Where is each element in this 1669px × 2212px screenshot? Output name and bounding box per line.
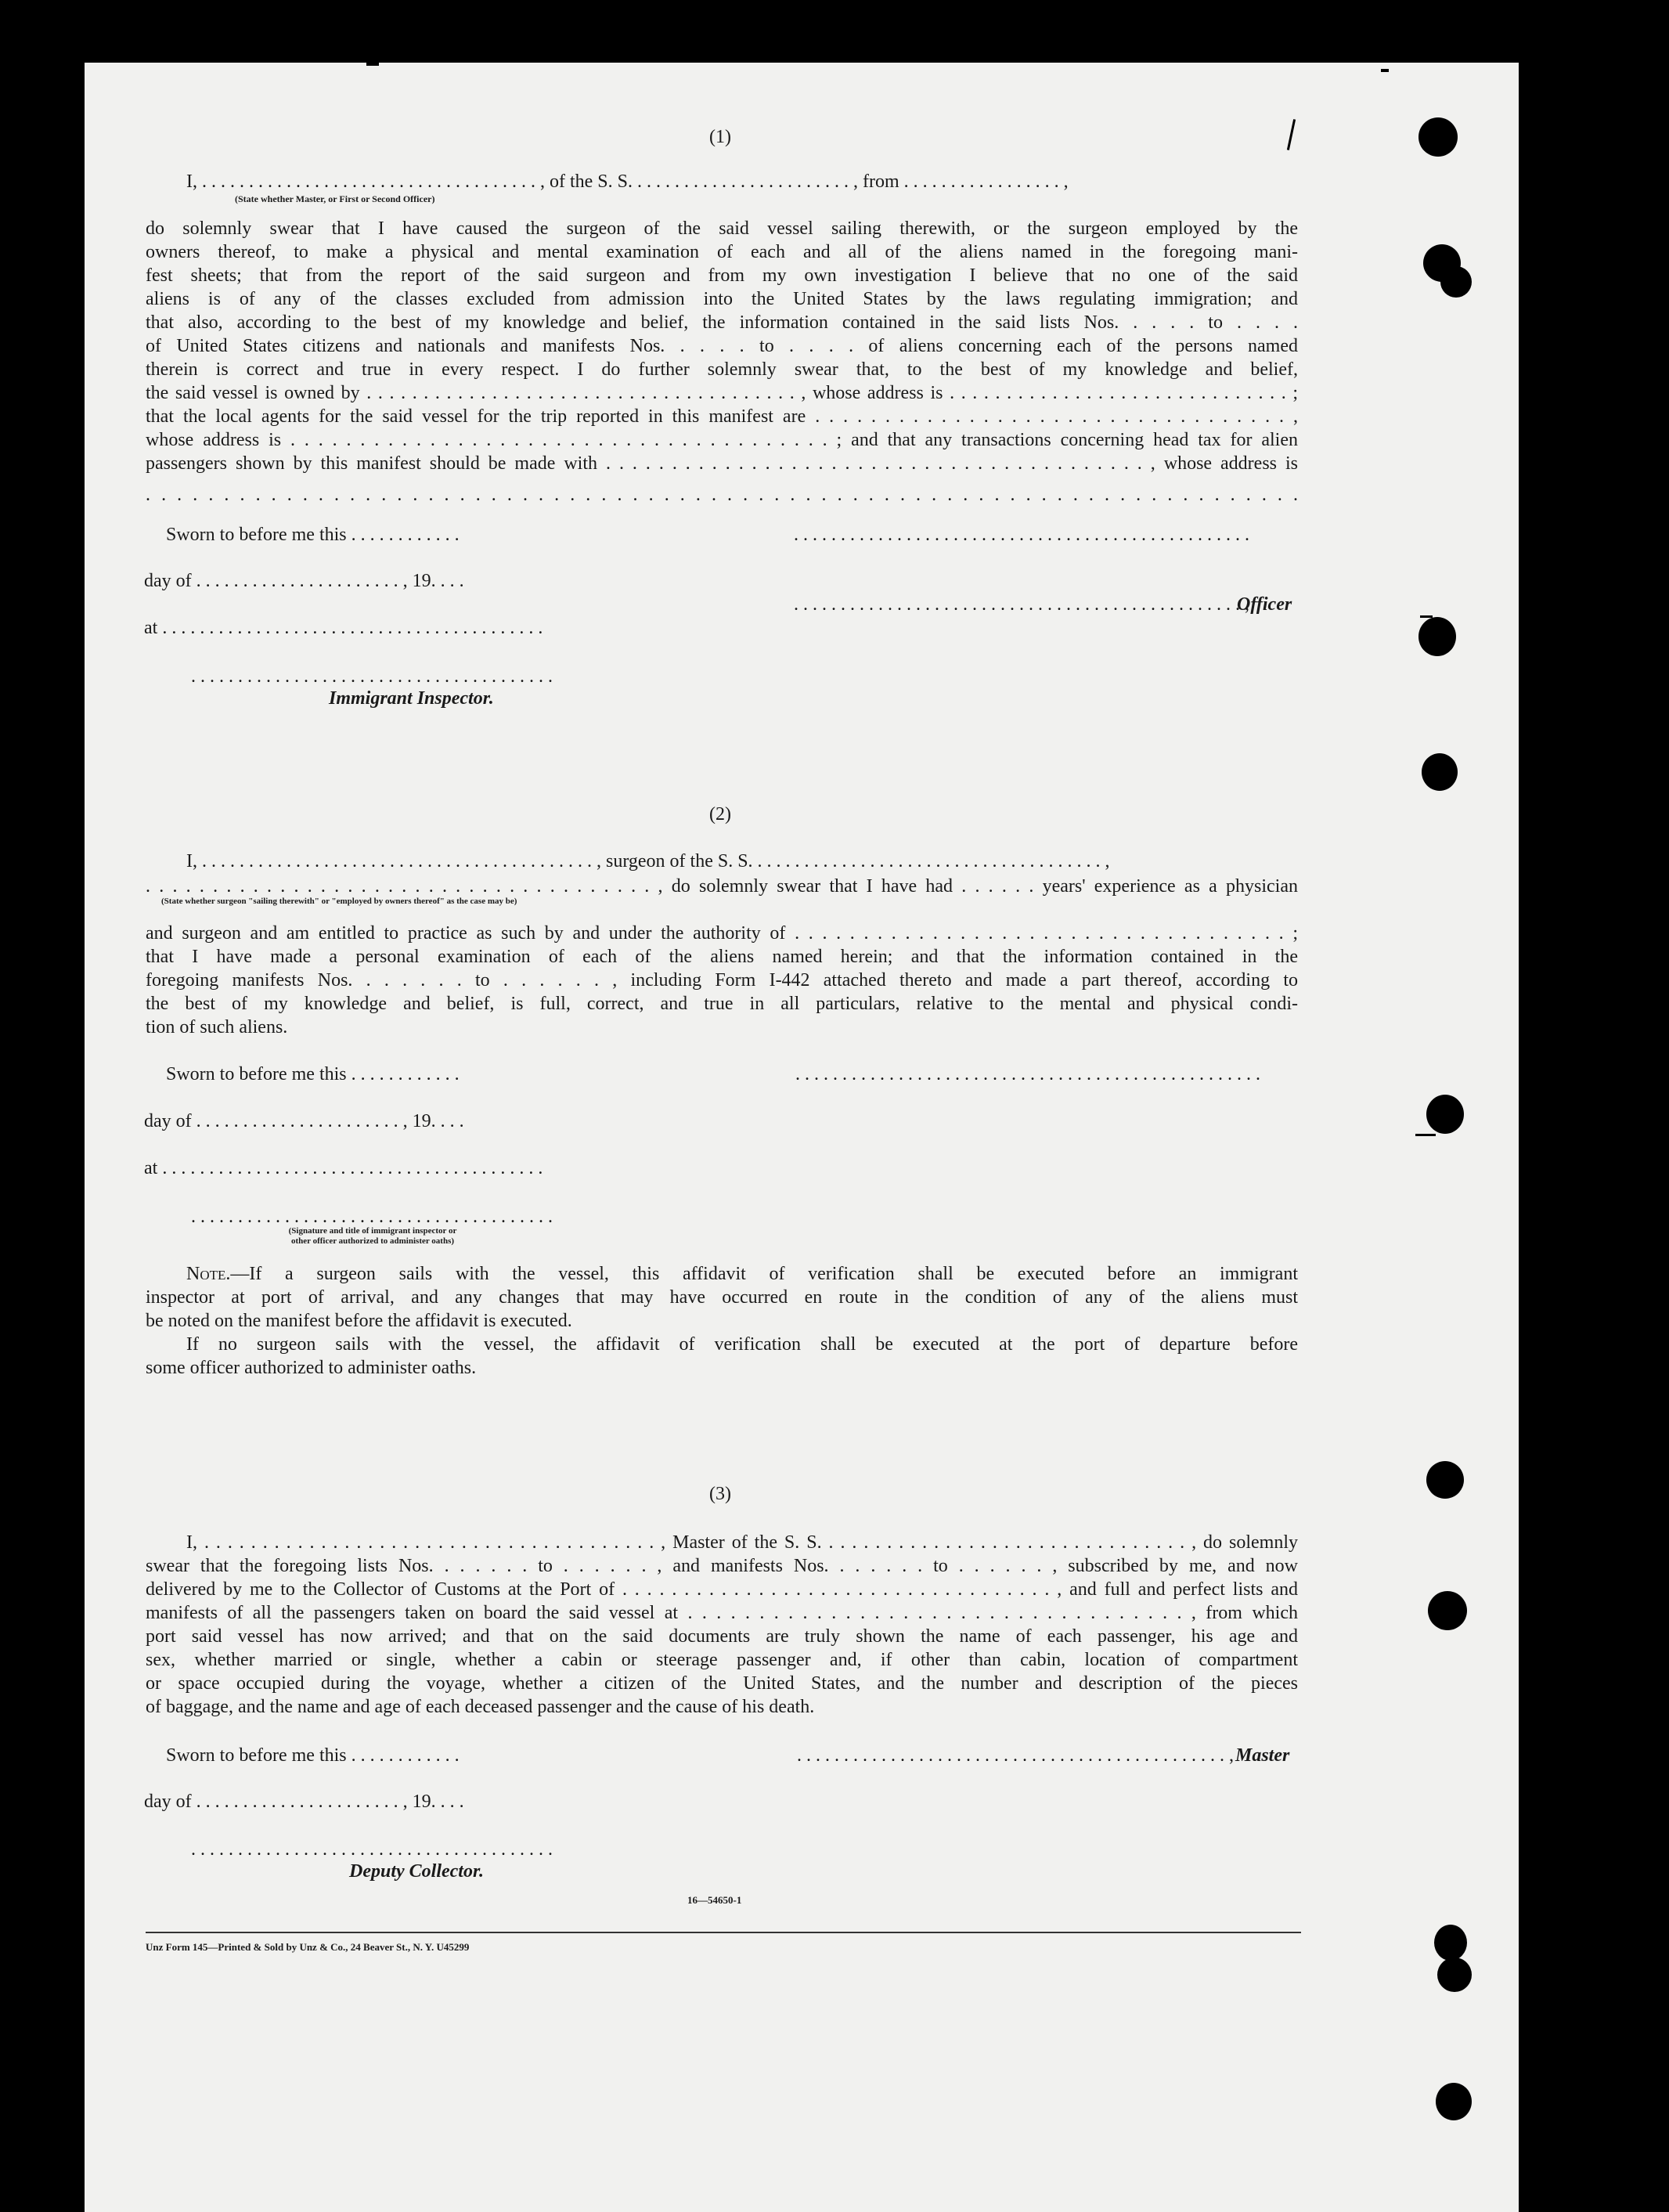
section-1-body-line: that the local agents for the said vessel for the trip reported in this manifest are . . . . . . . . . . . . . . . . . . . . . . . . . . . . . . . . . . , [146,406,1298,427]
section-3-collector-dots: . . . . . . . . . . . . . . . . . . . . . . . . . . . . . . . . . . . . . . . [191,1839,553,1860]
section-1-caption: (State whether Master, or First or Second Officer) [235,193,435,204]
punch-hole [1428,1591,1467,1630]
margin-mark [1420,615,1433,618]
section-1-body-line: that also, according to the best of my knowledge and belief, the information contained in the said lists Nos. . . . . to . . . . [146,312,1298,333]
section-1-body-line: do solemnly swear that I have caused the surgeon of the said vessel sailing therewith, or the surgeon employed by the [146,218,1298,239]
note-line: be noted on the manifest before the affidavit is executed. [146,1311,572,1331]
section-2-sworn: Sworn to before me this . . . . . . . . . . . . [166,1064,460,1084]
section-1-officer-label: Officer [1237,594,1292,615]
punch-hole [1426,1461,1464,1499]
margin-mark [1381,69,1389,72]
section-2-body-line: tion of such aliens. [146,1017,288,1037]
footer-rule [146,1932,1301,1933]
note-2-line: some officer authorized to administer oaths. [146,1358,477,1378]
punch-hole [1437,1958,1472,1992]
section-2-body-line: and surgeon and am entitled to practice as such by and under the authority of . . . . . . . . . . . . . . . . . . . . . . . . . . . . . . . . . . . . ; [146,923,1298,944]
section-2-body-line: foregoing manifests Nos. . . . . . . to . . . . . . , including Form I-442 attached thereto and made a part thereof, according to [146,970,1298,991]
section-1-body-line: the said vessel is owned by . . . . . . . . . . . . . . . . . . . . . . . . . . . . . . . . . . . . . . , whose address is . . . . . . . . . . . . . . . . . . . . . . . . . . . . . . ; [146,383,1298,403]
note-line: inspector at port of arrival, and any changes that may have occurred en route in the condition of any of the aliens must [146,1287,1298,1308]
form-code: 16—54650-1 [687,1894,742,1906]
section-1-body-line: owners thereof, to make a physical and mental examination of each and all of the aliens named in the foregoing mani- [146,242,1298,262]
section-3-body-line: port said vessel has now arrived; and that on the said documents are truly shown the name of each passenger, his age and [146,1626,1298,1647]
punch-hole [1440,266,1472,298]
section-2-body-line: the best of my knowledge and belief, is full, correct, and true in all particulars, relative to the mental and physical condi- [146,994,1298,1014]
section-1-body-line: therein is correct and true in every respect. I do further solemnly swear that, to the best of my knowledge and belief, [146,359,1298,380]
punch-hole [1434,1925,1467,1961]
section-2-body-line: that I have made a personal examination of each of the aliens named herein; and that the information contained in the [146,947,1298,967]
section-3-body-line: of baggage, and the name and age of each deceased passenger and the cause of his death. [146,1697,815,1717]
section-1-line-1: I, . . . . . . . . . . . . . . . . . . . . . . . . . . . . . . . . . . . . , of the S. S. . . . . . . . . . . . . . . . . . . . . . . . , from . . . . . . . . . . . . . . . . . , [186,171,1069,192]
section-2-surgeon-dots: . . . . . . . . . . . . . . . . . . . . . . . . . . . . . . . . . . . . . . . . . . . . . . . . . . [795,1064,1260,1084]
section-1-body-line: . . . . . . . . . . . . . . . . . . . . . . . . . . . . . . . . . . . . . . . . . . . . . . . . . . . . . . . . . . . . . . . . . . . . . . . . . . [146,485,1298,505]
section-1-body-line: aliens is of any of the classes excluded from admission into the United States by the laws regulating immigration; and [146,289,1298,309]
section-3-master-label: Master [1235,1745,1290,1766]
section-2-line-1: I, . . . . . . . . . . . . . . . . . . . . . . . . . . . . . . . . . . . . . . . . . . , surgeon of the S. S. . . . . . . . . . . . . . . . . . . . . . . . . . . . . . . . . . . . . . , [186,851,1110,871]
section-3-heading: (3) [709,1484,731,1504]
section-3-sworn: Sworn to before me this . . . . . . . . . . . . [166,1745,460,1766]
section-1-heading: (1) [709,127,731,147]
section-1-body-line: fest sheets; that from the report of the said surgeon and from my own investigation I believe that no one of the said [146,265,1298,286]
section-2-signature-caption: (Signature and title of immigrant inspector or [288,1226,457,1236]
section-1-day: day of . . . . . . . . . . . . . . . . . . . . . . , 19. . . . [144,571,464,591]
section-2-at: at . . . . . . . . . . . . . . . . . . . . . . . . . . . . . . . . . . . . . . . . . [144,1158,543,1178]
note-label: Note. [186,1264,231,1284]
section-2-heading: (2) [709,804,731,825]
margin-mark [366,63,379,66]
section-3-body-line: sex, whether married or single, whether a cabin or steerage passenger and, if other than cabin, location of compartment [146,1650,1298,1670]
section-1-body-line: passengers shown by this manifest should be made with . . . . . . . . . . . . . . . . . . . . . . . . . . . . . . . . . . . . . . . . . , whose address is [146,453,1298,474]
punch-hole [1418,617,1456,656]
note-line-1 [186,1262,1298,1286]
punch-hole [1436,2083,1472,2120]
punch-hole [1426,1095,1464,1134]
section-2-signature-caption: other officer authorized to administer oaths) [290,1236,455,1246]
section-1-inspector-title: Immigrant Inspector. [329,688,494,709]
note-2-line: If no surgeon sails with the vessel, the affidavit of verification shall be executed at the port of departure before [186,1334,1298,1355]
section-2-inspector-dots: . . . . . . . . . . . . . . . . . . . . . . . . . . . . . . . . . . . . . . . [191,1207,553,1227]
section-3-body-line: manifests of all the passengers taken on board the said vessel at . . . . . . . . . . . . . . . . . . . . . . . . . . . . . . . . . . . , from which [146,1603,1298,1623]
section-1-officer-dots: . . . . . . . . . . . . . . . . . . . . . . . . . . . . . . . . . . . . . . . . . . . . . . . . . [794,525,1249,545]
section-3-body-line: or space occupied during the voyage, whether a citizen of the United States, and the number and description of the pieces [146,1673,1298,1694]
section-3-master-dots: . . . . . . . . . . . . . . . . . . . . . . . . . . . . . . . . . . . . . . . . . . . . . . , [797,1745,1234,1766]
section-1-officer-signature-line: . . . . . . . . . . . . . . . . . . . . . . . . . . . . . . . . . . . . . . . . . . . . . . . . , [794,594,1249,615]
section-1-body-line: whose address is . . . . . . . . . . . . . . . . . . . . . . . . . . . . . . . . . . . . . . . ; and that any transactions concerning head tax for alien [146,430,1298,450]
section-3-body-line: I, . . . . . . . . . . . . . . . . . . . . . . . . . . . . . . . . . . . . . . . , Master of the S. S. . . . . . . . . . . . . . . . . . . . . . . . . . . . . . . . , do solemnly [186,1532,1298,1553]
section-1-body-line: of United States citizens and nationals and manifests Nos. . . . . to . . . . of aliens concerning each of the persons named [146,336,1298,356]
section-3-collector-title: Deputy Collector. [349,1861,484,1882]
punch-hole [1418,117,1458,157]
section-1-sworn: Sworn to before me this . . . . . . . . . . . . [166,525,460,545]
section-2-day: day of . . . . . . . . . . . . . . . . . . . . . . , 19. . . . [144,1111,464,1131]
section-1-inspector-dots: . . . . . . . . . . . . . . . . . . . . . . . . . . . . . . . . . . . . . . . [191,666,553,687]
section-2-line-2: . . . . . . . . . . . . . . . . . . . . . . . . . . . . . . . . . . . . . . , do solemnly swear that I have had . . . . . . years' experience as a physician [146,876,1298,897]
printer-line: Unz Form 145—Printed & Sold by Unz & Co., 24 Beaver St., N. Y. U45299 [146,1941,470,1953]
margin-mark [1415,1134,1436,1136]
section-2-caption: (State whether surgeon "sailing therewith" or "employed by owners thereof" as the case may be) [161,897,517,906]
note-text: —If a surgeon sails with the vessel, this affidavit of verification shall be executed before an immigrant [230,1264,1298,1284]
section-1-at: at . . . . . . . . . . . . . . . . . . . . . . . . . . . . . . . . . . . . . . . . . [144,618,543,638]
section-3-body-line: delivered by me to the Collector of Customs at the Port of . . . . . . . . . . . . . . . . . . . . . . . . . . . . . . . . . . . , and full and perfect lists and [146,1579,1298,1600]
section-3-day: day of . . . . . . . . . . . . . . . . . . . . . . , 19. . . . [144,1792,464,1812]
section-3-body-line: swear that the foregoing lists Nos. . . . . . . to . . . . . . , and manifests Nos. . . . . . . to . . . . . . , subscribed by me, and now [146,1556,1298,1576]
punch-hole [1422,753,1458,791]
